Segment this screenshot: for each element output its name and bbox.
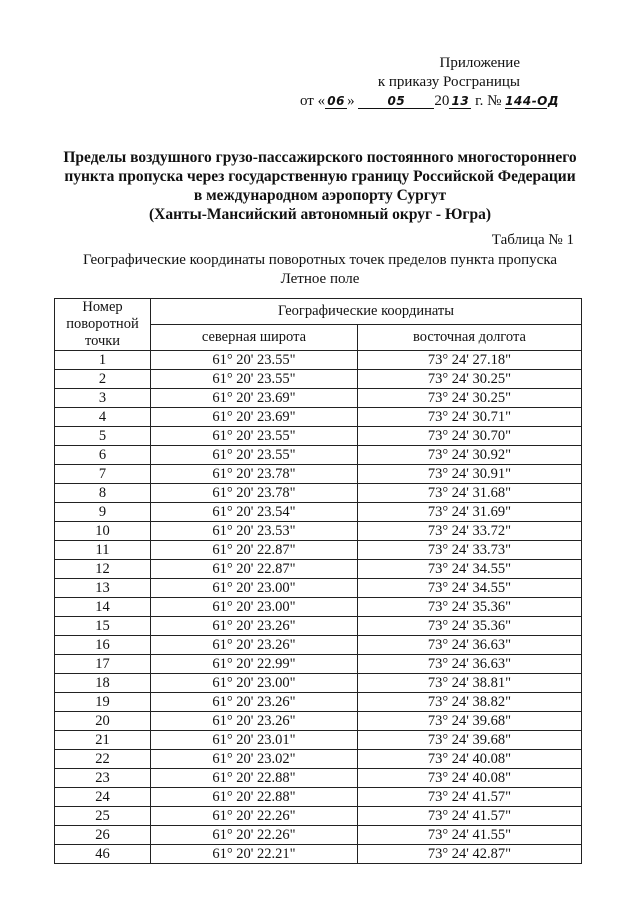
- cell-longitude: 73° 24' 34.55": [357, 560, 581, 579]
- date-separator: »: [347, 93, 355, 109]
- cell-longitude: 73° 24' 39.68": [357, 712, 581, 731]
- table-row: [55, 826, 582, 845]
- cell-point-number: 12: [55, 560, 151, 579]
- title-line-1: Пределы воздушного грузо-пассажирского постоянного многостороннего: [63, 149, 577, 166]
- cell-latitude: 61° 20' 23.26": [151, 636, 358, 655]
- table-row: [55, 541, 582, 560]
- header-point-number: Номер поворотной точки: [55, 299, 151, 351]
- cell-latitude: 61° 20' 22.87": [151, 560, 358, 579]
- title-line-3: в международном аэропорту Сургут: [193, 187, 447, 204]
- cell-latitude: 61° 20' 23.01": [151, 731, 358, 750]
- cell-point-number: 22: [55, 750, 151, 769]
- cell-latitude: 61° 20' 23.78": [151, 465, 358, 484]
- table-row: [55, 636, 582, 655]
- order-number: 144-ОД: [505, 94, 560, 108]
- table-row: [55, 389, 582, 408]
- cell-point-number: 23: [55, 769, 151, 788]
- table-row: [55, 484, 582, 503]
- table-row: [55, 408, 582, 427]
- cell-longitude: 73° 24' 41.57": [357, 807, 581, 826]
- table-row: [55, 712, 582, 731]
- table-caption: [40, 251, 600, 289]
- appendix-title: Приложение: [439, 55, 520, 71]
- table-number: Таблица № 1: [491, 232, 574, 248]
- table-row: [55, 446, 582, 465]
- date-year-prefix: 20: [434, 93, 450, 109]
- cell-longitude: 73° 24' 30.25": [357, 370, 581, 389]
- table-row: [55, 598, 582, 617]
- cell-latitude: 61° 20' 23.55": [151, 370, 358, 389]
- table-row: [55, 769, 582, 788]
- cell-latitude: 61° 20' 22.87": [151, 541, 358, 560]
- cell-point-number: 2: [55, 370, 151, 389]
- cell-point-number: 11: [55, 541, 151, 560]
- cell-latitude: 61° 20' 23.53": [151, 522, 358, 541]
- cell-latitude: 61° 20' 22.26": [151, 807, 358, 826]
- table-row: [55, 579, 582, 598]
- cell-point-number: 8: [55, 484, 151, 503]
- cell-longitude: 73° 24' 30.25": [357, 389, 581, 408]
- table-row: [55, 807, 582, 826]
- date-year-suffix: 13: [449, 94, 471, 109]
- cell-longitude: 73° 24' 36.63": [357, 655, 581, 674]
- cell-longitude: 73° 24' 41.55": [357, 826, 581, 845]
- cell-latitude: 61° 20' 23.26": [151, 712, 358, 731]
- table-row: [55, 693, 582, 712]
- header-latitude: северная широта: [151, 325, 358, 351]
- cell-point-number: 10: [55, 522, 151, 541]
- cell-longitude: 73° 24' 36.63": [357, 636, 581, 655]
- title-line-2: пункта пропуска через государственную границу Российской Федерации: [64, 168, 576, 185]
- cell-longitude: 73° 24' 38.81": [357, 674, 581, 693]
- cell-longitude: 73° 24' 30.91": [357, 465, 581, 484]
- cell-point-number: 16: [55, 636, 151, 655]
- cell-longitude: 73° 24' 30.92": [357, 446, 581, 465]
- cell-point-number: 17: [55, 655, 151, 674]
- date-day: 06: [325, 94, 347, 109]
- table-row: [55, 617, 582, 636]
- table-row: [55, 351, 582, 370]
- appendix-order-ref: к приказу Росграницы: [377, 74, 520, 90]
- cell-longitude: 73° 24' 38.82": [357, 693, 581, 712]
- cell-latitude: 61° 20' 22.99": [151, 655, 358, 674]
- cell-point-number: 46: [55, 845, 151, 864]
- cell-longitude: 73° 24' 30.71": [357, 408, 581, 427]
- table-row: [55, 522, 582, 541]
- cell-point-number: 13: [55, 579, 151, 598]
- appendix-block: [300, 54, 560, 111]
- table-row: [55, 370, 582, 389]
- cell-longitude: 73° 24' 31.68": [357, 484, 581, 503]
- cell-latitude: 61° 20' 23.54": [151, 503, 358, 522]
- cell-point-number: 6: [55, 446, 151, 465]
- cell-latitude: 61° 20' 22.88": [151, 788, 358, 807]
- cell-latitude: 61° 20' 23.55": [151, 427, 358, 446]
- cell-latitude: 61° 20' 23.00": [151, 674, 358, 693]
- cell-latitude: 61° 20' 22.26": [151, 826, 358, 845]
- cell-longitude: 73° 24' 41.57": [357, 788, 581, 807]
- cell-latitude: 61° 20' 23.00": [151, 598, 358, 617]
- table-row: [55, 731, 582, 750]
- cell-longitude: 73° 24' 27.18": [357, 351, 581, 370]
- cell-latitude: 61° 20' 23.00": [151, 579, 358, 598]
- table-row: [55, 503, 582, 522]
- cell-latitude: 61° 20' 23.69": [151, 408, 358, 427]
- cell-longitude: 73° 24' 34.55": [357, 579, 581, 598]
- cell-point-number: 3: [55, 389, 151, 408]
- appendix-date-line: [300, 92, 560, 111]
- caption-line-1: Географические координаты поворотных точек пределов пункта пропуска: [82, 252, 558, 268]
- cell-point-number: 20: [55, 712, 151, 731]
- cell-longitude: 73° 24' 40.08": [357, 769, 581, 788]
- cell-longitude: 73° 24' 35.36": [357, 598, 581, 617]
- cell-latitude: 61° 20' 22.21": [151, 845, 358, 864]
- cell-point-number: 15: [55, 617, 151, 636]
- cell-longitude: 73° 24' 33.73": [357, 541, 581, 560]
- cell-point-number: 24: [55, 788, 151, 807]
- table-row: [55, 560, 582, 579]
- cell-latitude: 61° 20' 23.26": [151, 617, 358, 636]
- cell-longitude: 73° 24' 42.87": [357, 845, 581, 864]
- cell-latitude: 61° 20' 22.88": [151, 769, 358, 788]
- cell-latitude: 61° 20' 23.78": [151, 484, 358, 503]
- caption-line-2: Летное поле: [280, 271, 360, 287]
- table-row: [55, 750, 582, 769]
- date-month: 05: [358, 94, 434, 109]
- cell-point-number: 18: [55, 674, 151, 693]
- cell-latitude: 61° 20' 23.55": [151, 351, 358, 370]
- coordinates-table: [54, 298, 582, 864]
- cell-longitude: 73° 24' 35.36": [357, 617, 581, 636]
- cell-latitude: 61° 20' 23.26": [151, 693, 358, 712]
- cell-point-number: 21: [55, 731, 151, 750]
- table-row: [55, 655, 582, 674]
- cell-point-number: 26: [55, 826, 151, 845]
- document-title: [40, 148, 600, 224]
- table-row: [55, 427, 582, 446]
- cell-point-number: 7: [55, 465, 151, 484]
- cell-point-number: 25: [55, 807, 151, 826]
- cell-latitude: 61° 20' 23.55": [151, 446, 358, 465]
- header-coordinates: Географические координаты: [151, 299, 582, 325]
- header-longitude: восточная долгота: [357, 325, 581, 351]
- cell-point-number: 14: [55, 598, 151, 617]
- date-prefix: от «: [300, 93, 326, 109]
- cell-point-number: 19: [55, 693, 151, 712]
- cell-point-number: 4: [55, 408, 151, 427]
- order-number-prefix: г. №: [471, 93, 502, 109]
- cell-longitude: 73° 24' 30.70": [357, 427, 581, 446]
- cell-point-number: 5: [55, 427, 151, 446]
- cell-point-number: 9: [55, 503, 151, 522]
- cell-longitude: 73° 24' 40.08": [357, 750, 581, 769]
- table-row: [55, 845, 582, 864]
- cell-point-number: 1: [55, 351, 151, 370]
- cell-longitude: 73° 24' 33.72": [357, 522, 581, 541]
- cell-longitude: 73° 24' 39.68": [357, 731, 581, 750]
- table-body: [55, 351, 582, 864]
- cell-longitude: 73° 24' 31.69": [357, 503, 581, 522]
- table-row: [55, 788, 582, 807]
- title-line-4: (Ханты-Мансийский автономный округ - Югра): [148, 206, 491, 223]
- table-row: [55, 674, 582, 693]
- cell-latitude: 61° 20' 23.69": [151, 389, 358, 408]
- cell-latitude: 61° 20' 23.02": [151, 750, 358, 769]
- table-row: [55, 465, 582, 484]
